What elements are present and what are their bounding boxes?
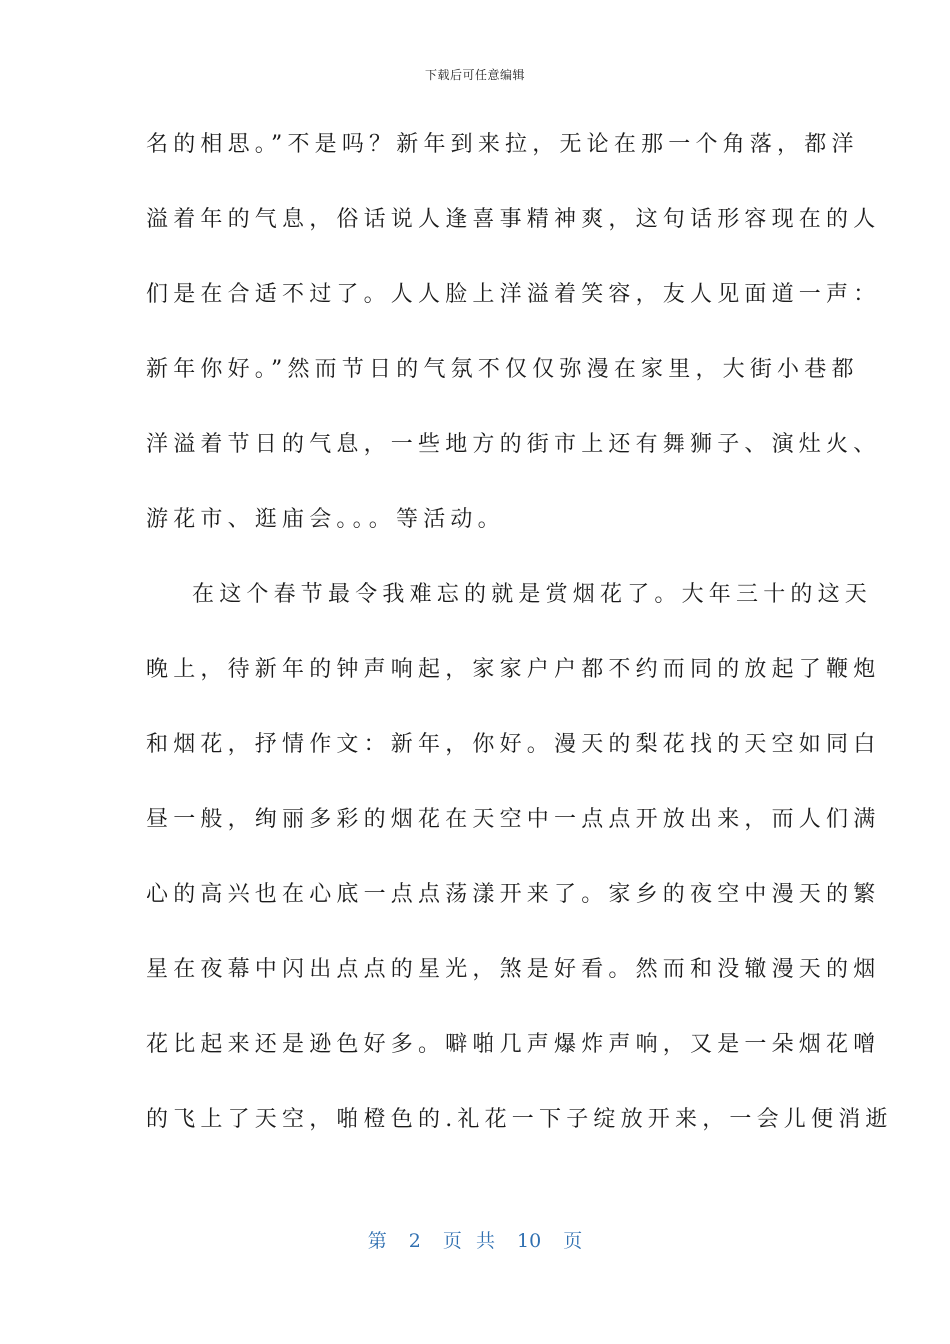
- footer-prefix: 第: [367, 1230, 387, 1252]
- total-pages: 10: [517, 1230, 542, 1252]
- text-line: 和烟花，抒情作文：新年，你好。漫天的梨花找的天空如同白: [146, 732, 881, 757]
- text-line: 心的高兴也在心底一点点荡漾开来了。家乡的夜空中漫天的繁: [146, 882, 881, 907]
- text-line: 名的相思。”不是吗？新年到来拉，无论在那一个角落，都洋: [146, 132, 859, 157]
- text-line: 溢着年的气息，俗话说人逢喜事精神爽，这句话形容现在的人: [146, 207, 881, 232]
- page-footer: [0, 1226, 950, 1253]
- text-line: 洋溢着节日的气息，一些地方的街市上还有舞狮子、演灶火、: [146, 432, 881, 457]
- text-line: 星在夜幕中闪出点点的星光，煞是好看。然而和没辙漫天的烟: [146, 957, 881, 982]
- text-line: 游花市、逛庙会。。。等活动。: [146, 507, 505, 532]
- page-number: 2: [408, 1230, 421, 1252]
- footer-suffix: 页: [563, 1230, 583, 1252]
- footer-middle: 页 共: [442, 1230, 495, 1252]
- text-line: 新年你好。”然而节日的气氛不仅仅弥漫在家里，大街小巷都: [146, 357, 859, 382]
- text-line: 晚上，待新年的钟声响起，家家户户都不约而同的放起了鞭炮: [146, 657, 881, 682]
- text-line: 昼一般，绚丽多彩的烟花在天空中一点点开放出来，而人们满: [146, 807, 881, 832]
- text-line: 的飞上了天空，啪橙色的.礼花一下子绽放开来，一会儿便消逝: [146, 1107, 893, 1132]
- page-header: 下载后可任意编辑: [424, 68, 525, 82]
- text-line: 们是在合适不过了。人人脸上洋溢着笑容，友人见面道一声：: [146, 282, 881, 307]
- text-line: 花比起来还是逊色好多。噼啪几声爆炸声响，又是一朵烟花噌: [146, 1032, 881, 1057]
- paragraph-first-line: 在这个春节最令我难忘的就是赏烟花了。大年三十的这天: [192, 582, 873, 607]
